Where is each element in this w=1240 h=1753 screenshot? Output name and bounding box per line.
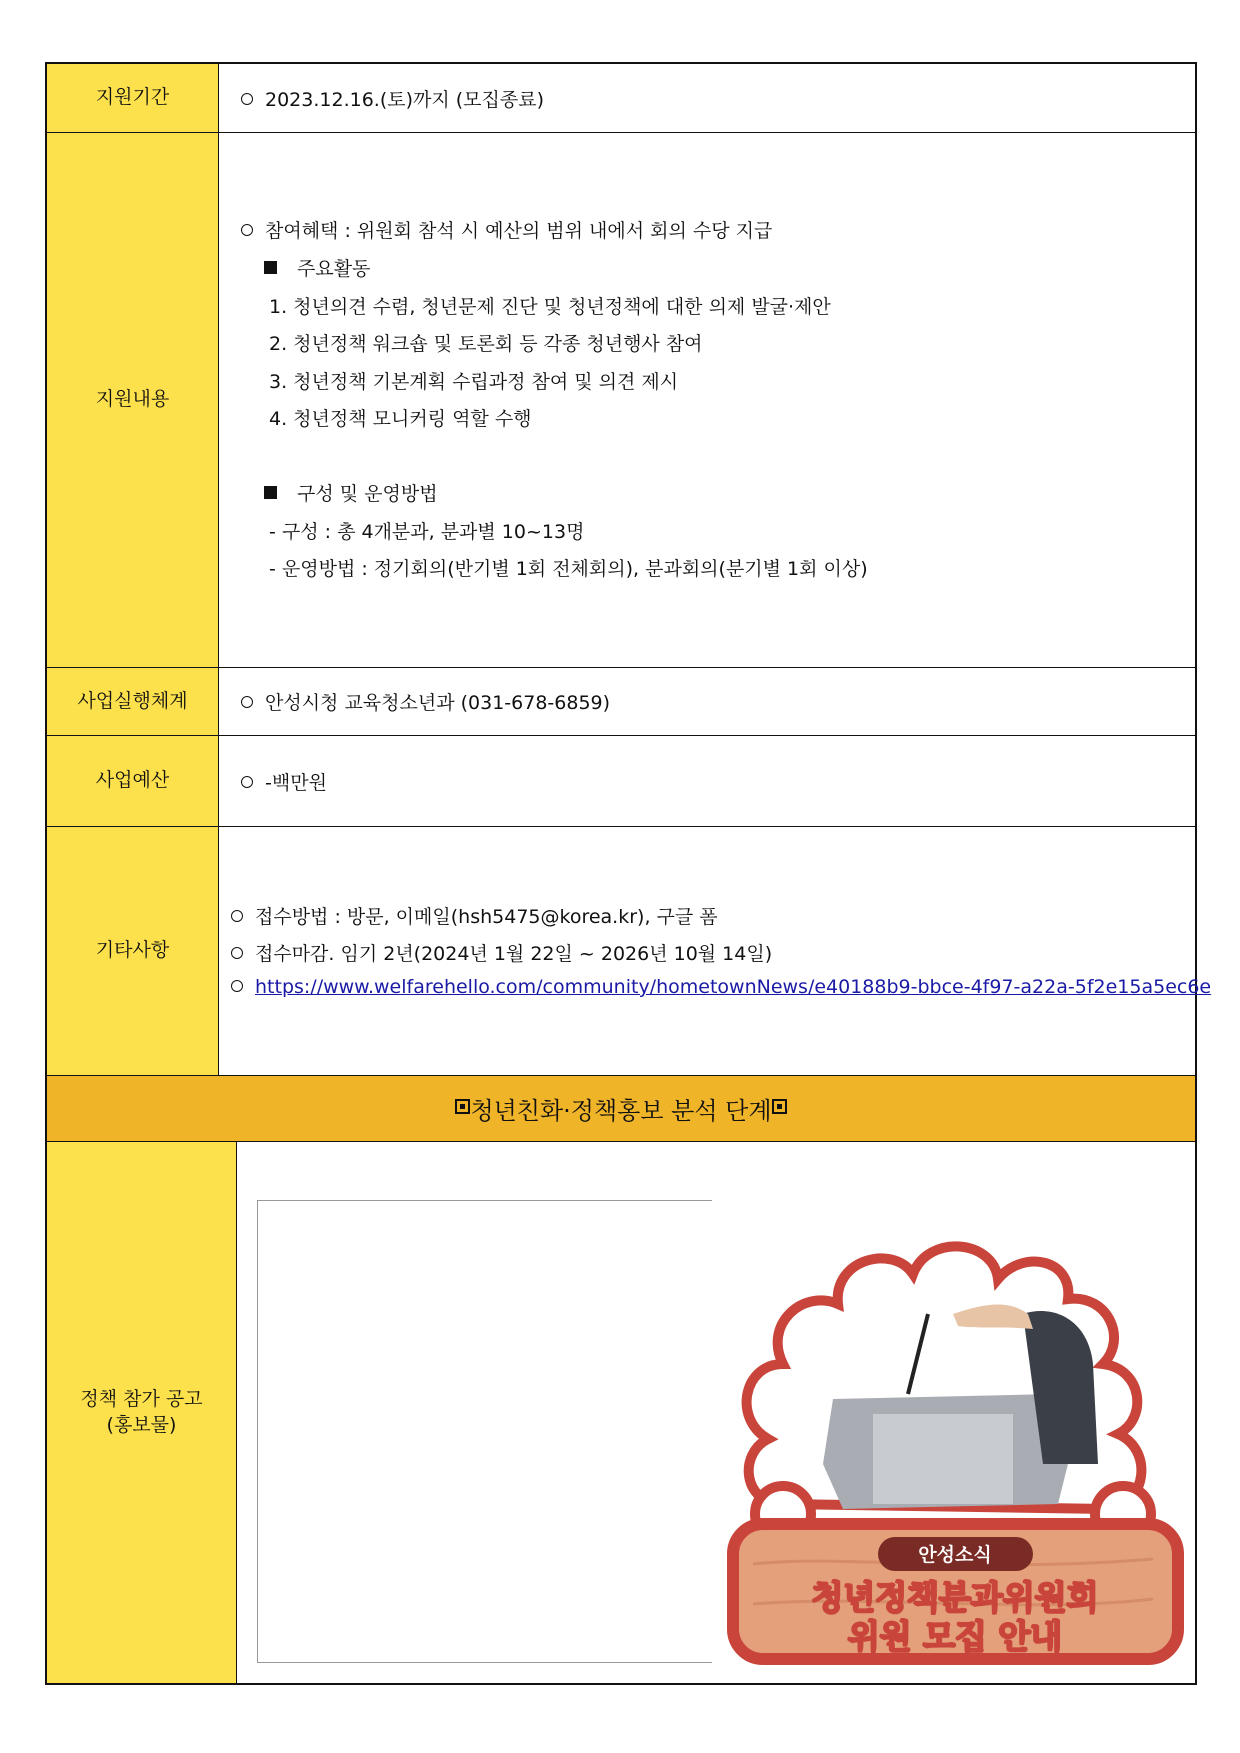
structure-item: - 운영방법 : 정기회의(반기별 1회 전체회의), 분과회의(분기별 1회 이상) — [269, 558, 868, 580]
podium-front — [873, 1414, 1013, 1504]
label-etc: 기타사항 — [47, 827, 219, 1075]
promo-label-line1: 정책 참가 공고 — [80, 1387, 203, 1410]
period-text: 2023.12.16.(토)까지 (모집종료) — [265, 89, 544, 111]
activity-item: 3. 청년정책 기본계획 수립과정 참여 및 의견 제시 — [269, 371, 679, 393]
banner-text: 청년친화·정책홍보 분석 단계 — [470, 1097, 772, 1125]
budget-text: -백만원 — [265, 772, 327, 794]
promo-label-line2: (홍보물) — [106, 1413, 177, 1436]
row-period — [47, 64, 1195, 133]
etc-item: 접수방법 : 방문, 이메일(hsh5475@korea.kr), 구글 폼 — [255, 906, 718, 928]
content-etc — [219, 827, 1212, 1075]
label-promo — [47, 1142, 237, 1683]
structure-item: - 구성 : 총 4개분과, 분과별 10~13명 — [269, 521, 585, 543]
promo-image-frame — [257, 1200, 712, 1663]
sign-title-line2: 위원 모집 안내 — [847, 1617, 1063, 1656]
label-budget: 사업예산 — [47, 736, 219, 826]
row-etc — [47, 827, 1212, 1076]
content-details — [219, 133, 1195, 667]
circle-bullet-icon — [231, 947, 243, 959]
boxed-square-icon — [772, 1099, 787, 1114]
row-system — [47, 668, 1195, 736]
etc-item: 접수마감. 임기 2년(2024년 1월 22일 ~ 2026년 10월 14일) — [255, 943, 773, 965]
square-bullet-icon — [264, 486, 277, 499]
news-link[interactable]: https://www.welfarehello.com/community/hometownNews/e40188b9-bbce-4f97-a22a-5f2e15a5ec6e — [255, 976, 1212, 998]
sign-title-line1: 청년정책분과위원회 — [811, 1578, 1099, 1617]
row-content — [47, 133, 1195, 668]
activity-item: 2. 청년정책 워크숍 및 토론회 등 각종 청년행사 참여 — [269, 333, 703, 355]
circle-bullet-icon — [241, 224, 253, 236]
circle-bullet-icon — [241, 696, 253, 708]
row-budget — [47, 736, 1195, 827]
circle-bullet-icon — [241, 776, 253, 788]
system-text: 안성시청 교육청소년과 (031-678-6859) — [265, 692, 611, 714]
square-bullet-icon — [264, 261, 277, 274]
structure-heading: 구성 및 운영방법 — [297, 483, 438, 505]
benefit-text: 참여혜택 : 위원회 참석 시 예산의 범위 내에서 회의 수당 지급 — [265, 220, 773, 242]
boxed-square-icon — [455, 1099, 470, 1114]
policy-document-table — [45, 62, 1212, 1685]
activity-item: 1. 청년의견 수렴, 청년문제 진단 및 청년정책에 대한 의제 발굴·제안 — [269, 296, 831, 318]
badge-text: 안성소식 — [918, 1544, 992, 1566]
label-period: 지원기간 — [47, 64, 219, 132]
circle-bullet-icon — [231, 980, 243, 992]
circle-bullet-icon — [231, 910, 243, 922]
content-system — [219, 668, 1195, 735]
promo-poster-image — [723, 1204, 1188, 1674]
label-system: 사업실행체계 — [47, 668, 219, 735]
content-period — [219, 64, 1195, 132]
content-budget — [219, 736, 1195, 826]
activities-heading: 주요활동 — [297, 258, 371, 280]
label-content: 지원내용 — [47, 133, 219, 667]
circle-bullet-icon — [241, 93, 253, 105]
section-banner — [47, 1076, 1195, 1142]
activity-item: 4. 청년정책 모니커링 역할 수행 — [269, 408, 532, 430]
